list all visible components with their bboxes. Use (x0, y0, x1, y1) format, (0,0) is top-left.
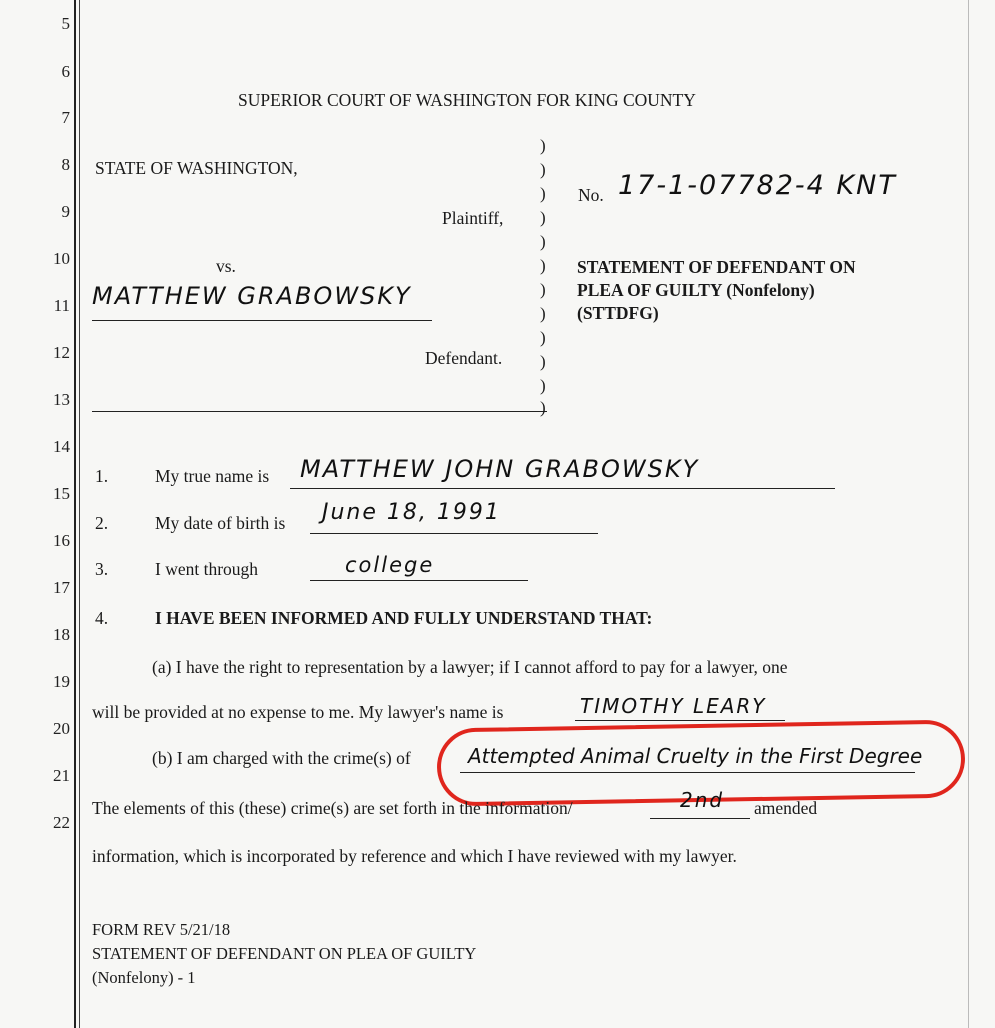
caption-paren: ) (540, 328, 546, 347)
court-title: SUPERIOR COURT OF WASHINGTON FOR KING COUNTY (238, 90, 696, 110)
informed-heading: I HAVE BEEN INFORMED AND FULLY UNDERSTAND THAT: (155, 608, 653, 628)
line-number: 18 (53, 625, 70, 644)
amended-number-handwritten: 2nd (680, 788, 725, 812)
defendant-label: Defendant. (425, 348, 503, 368)
margin-rule (74, 0, 76, 1028)
lawyer-name-rule (575, 720, 785, 721)
defendant-name-handwritten: MATTHEW GRABOWSKY (92, 282, 412, 310)
item-number: 3. (95, 559, 109, 579)
line-number: 13 (53, 390, 70, 409)
education-handwritten: college (345, 553, 435, 577)
caption-paren: ) (540, 208, 546, 227)
lawyer-name-handwritten: TIMOTHY LEARY (580, 694, 767, 718)
line-number: 7 (61, 108, 70, 127)
caption-paren: ) (540, 160, 546, 179)
item-number: 1. (95, 466, 109, 486)
dob-handwritten: June 18, 1991 (322, 500, 501, 525)
footer-page: (Nonfelony) - 1 (92, 968, 196, 987)
document-title-line2: PLEA OF GUILTY (Nonfelony) (577, 280, 815, 300)
true-name-label: My true name is (155, 466, 270, 486)
footer-title: STATEMENT OF DEFENDANT ON PLEA OF GUILTY (92, 944, 477, 963)
dob-rule (310, 533, 598, 534)
line-number: 19 (53, 672, 70, 691)
caption-paren: ) (540, 398, 546, 417)
page-edge (968, 0, 969, 1028)
elements-line2: information, which is incorporated by reference and which I have reviewed with my lawyer. (92, 846, 737, 866)
caption-bottom-rule (92, 411, 547, 412)
line-number: 6 (61, 62, 70, 81)
education-rule (310, 580, 528, 581)
item-number: 2. (95, 513, 109, 533)
document-title-line1: STATEMENT OF DEFENDANT ON (577, 257, 856, 277)
paragraph-a-line2: will be provided at no expense to me. My lawyer's name is (92, 702, 504, 722)
line-number: 5 (61, 14, 70, 33)
caption-paren: ) (540, 184, 546, 203)
case-number-handwritten: 17-1-07782-4 KNT (618, 170, 897, 201)
document-title-line3: (STTDFG) (577, 303, 659, 323)
caption-paren: ) (540, 304, 546, 323)
true-name-handwritten: MATTHEW JOHN GRABOWSKY (300, 455, 700, 483)
line-number: 17 (53, 578, 70, 597)
line-number: 20 (53, 719, 70, 738)
line-number: 22 (53, 813, 70, 832)
margin-rule-inner (79, 0, 80, 1028)
dob-label: My date of birth is (155, 513, 286, 533)
form-revision: FORM REV 5/21/18 (92, 920, 231, 939)
line-number: 11 (53, 296, 70, 315)
education-label: I went through (155, 559, 259, 579)
caption-paren: ) (540, 280, 546, 299)
true-name-rule (290, 488, 835, 489)
line-number: 8 (61, 155, 70, 174)
item-number: 4. (95, 608, 109, 628)
line-number: 9 (61, 202, 70, 221)
plaintiff-label: Plaintiff, (442, 208, 504, 228)
caption-paren: ) (540, 256, 546, 275)
caption-paren: ) (540, 232, 546, 251)
line-number: 10 (53, 249, 70, 268)
amended-label: amended (754, 798, 818, 818)
caption-paren: ) (540, 352, 546, 371)
plaintiff-name: STATE OF WASHINGTON, (95, 158, 298, 178)
line-number: 15 (53, 484, 70, 503)
versus-label: vs. (216, 256, 236, 276)
crime-handwritten: Attempted Animal Cruelty in the First Degree (468, 744, 923, 768)
elements-line1: The elements of this (these) crime(s) are set forth in the information/ (92, 798, 573, 818)
line-number: 14 (53, 437, 70, 456)
caption-paren: ) (540, 376, 546, 395)
caption-paren: ) (540, 136, 546, 155)
case-number-label: No. (578, 185, 604, 205)
line-number: 21 (53, 766, 70, 785)
line-number: 12 (53, 343, 70, 362)
paragraph-b-label: (b) I am charged with the crime(s) of (152, 748, 411, 768)
defendant-name-rule (92, 320, 432, 321)
amended-rule (650, 818, 750, 819)
paragraph-a-line1: (a) I have the right to representation by a lawyer; if I cannot afford to pay for a lawyer, one (152, 657, 788, 677)
line-number: 16 (53, 531, 70, 550)
